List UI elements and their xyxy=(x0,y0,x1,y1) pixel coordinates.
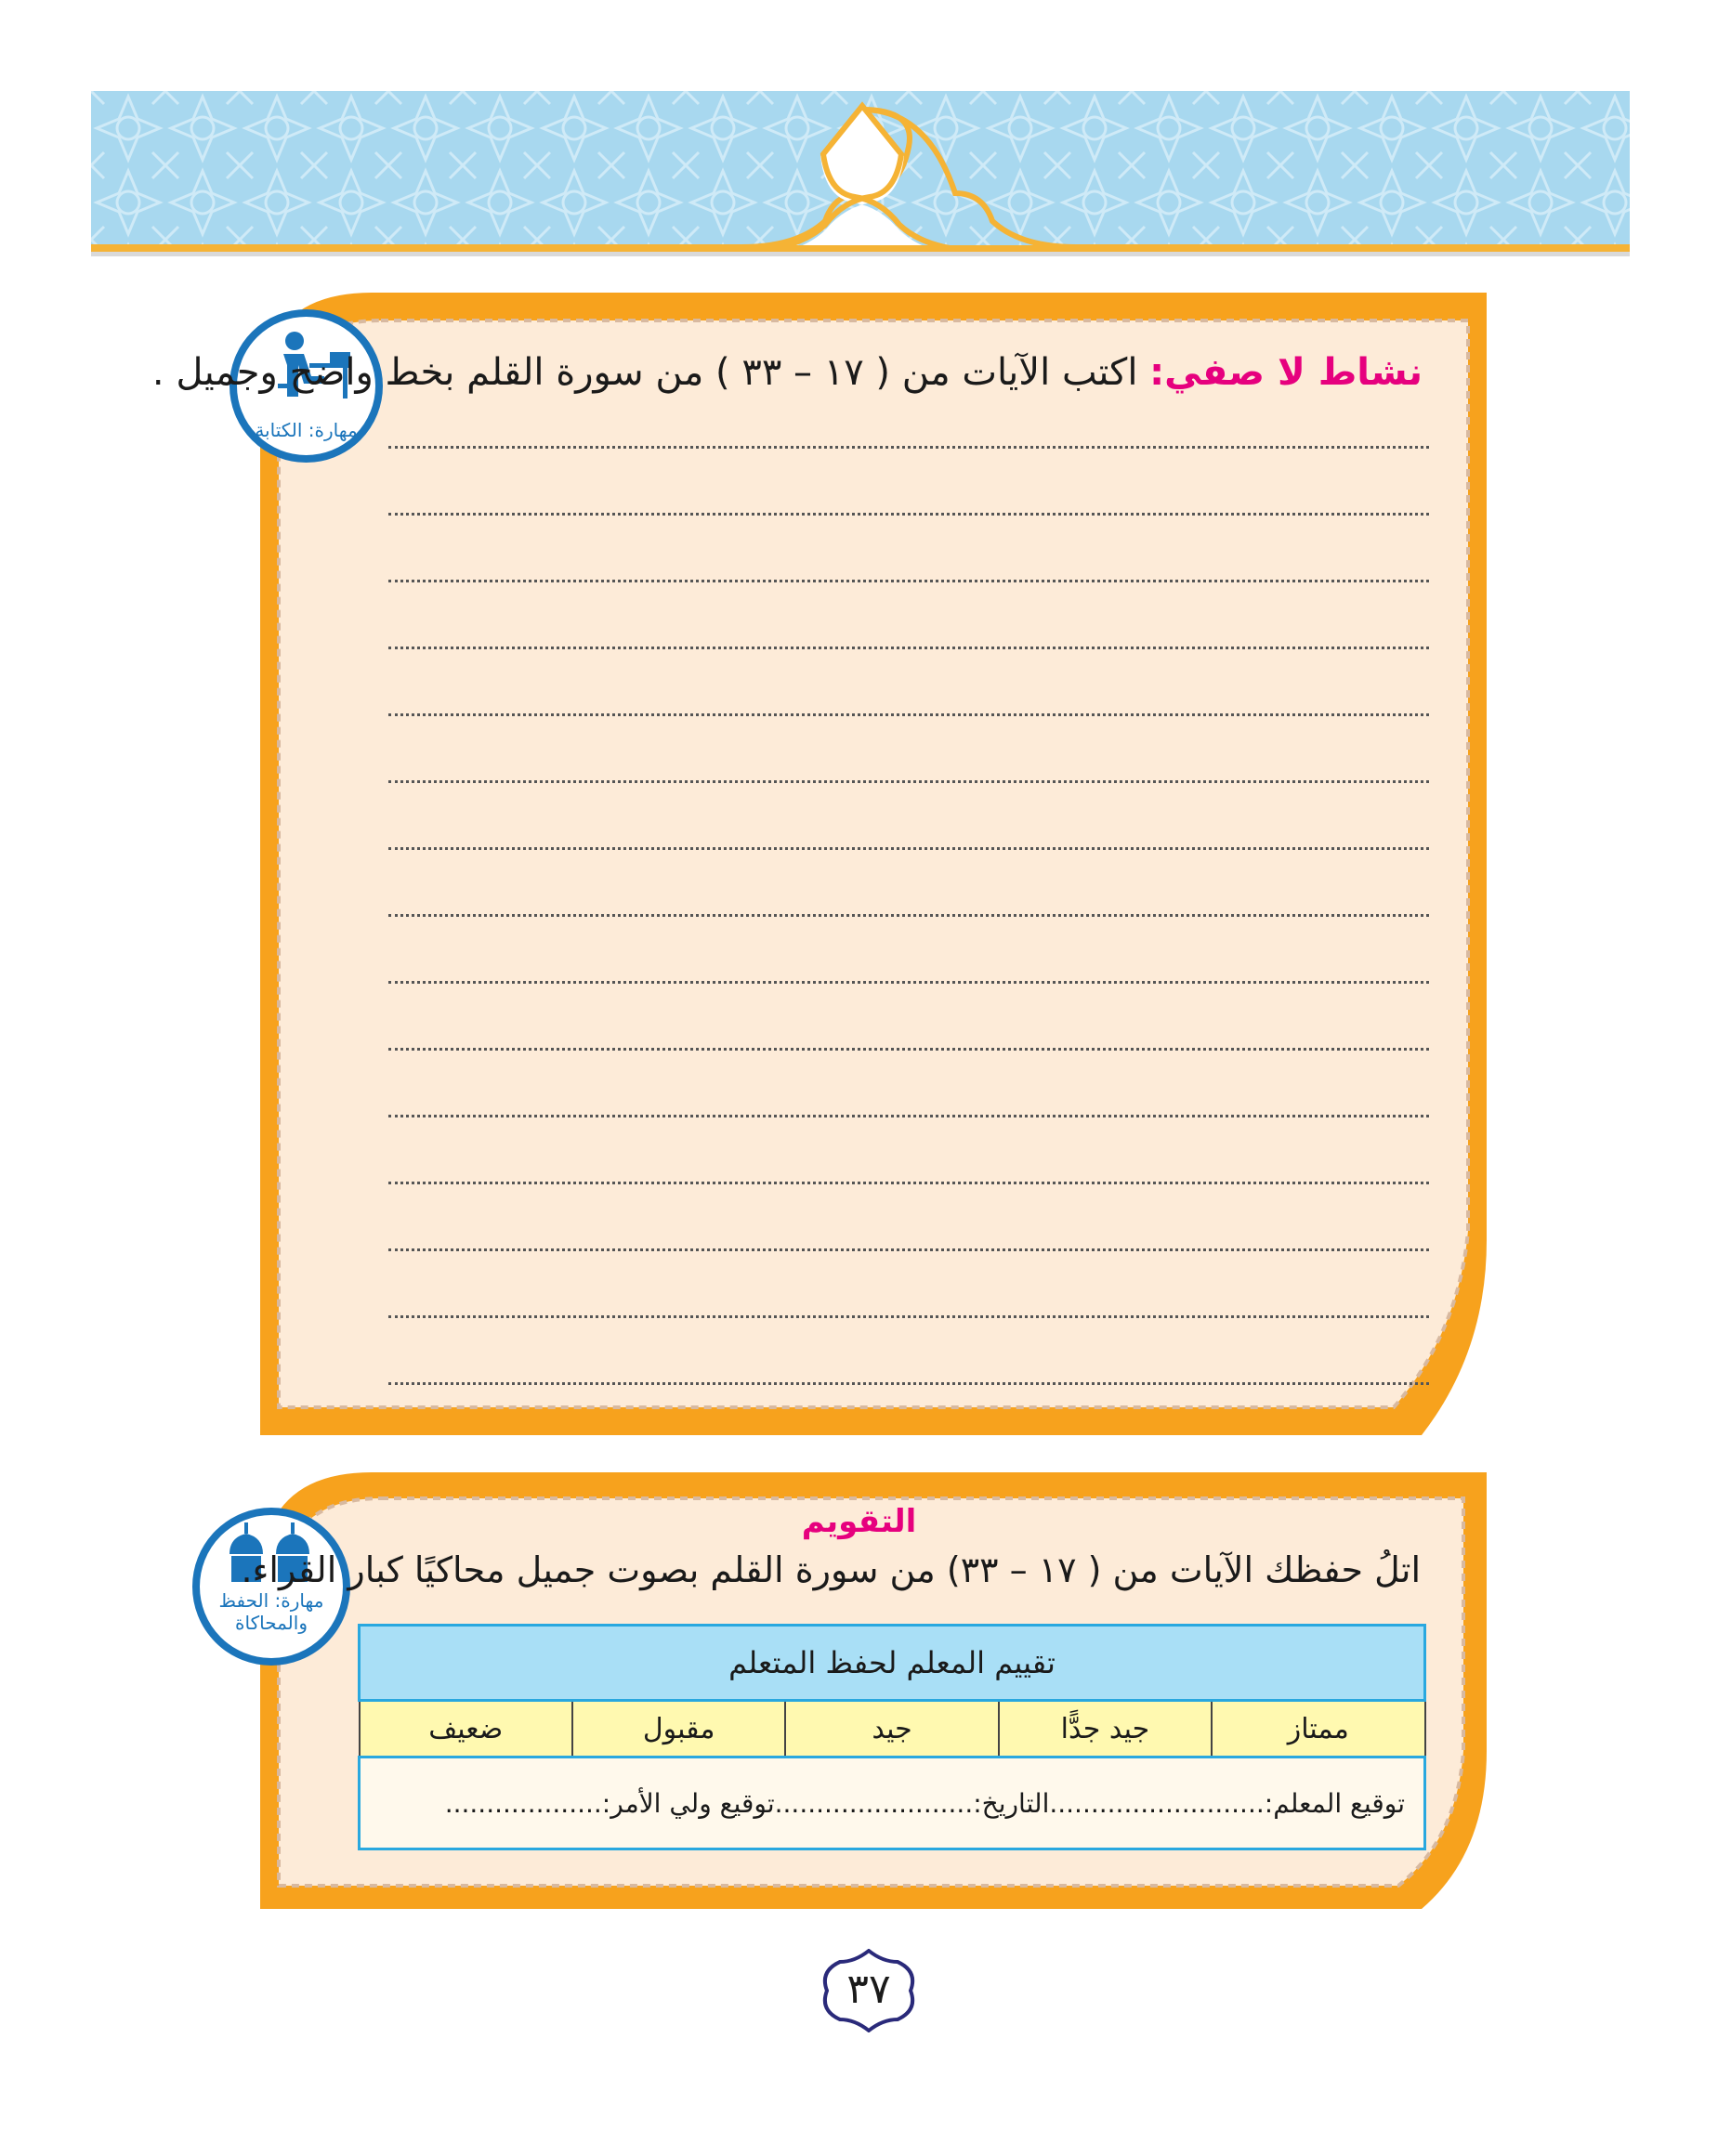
evaluation-instruction: اتلُ حفظك الآيات من ( ١٧ – ٣٣) من سورة القلم بصوت جميل محاكيًا كبار القراء. xyxy=(241,1549,1421,1590)
writing-line[interactable] xyxy=(388,713,1429,716)
evaluation-title: التقويم xyxy=(801,1503,917,1540)
writing-line[interactable] xyxy=(388,580,1429,582)
header-banner xyxy=(91,91,1630,256)
writing-line[interactable] xyxy=(388,647,1429,649)
writing-line[interactable] xyxy=(388,1315,1429,1318)
grade-good[interactable]: جيد xyxy=(785,1701,998,1757)
writing-line[interactable] xyxy=(388,1115,1429,1117)
memorize-skill-label-1: مهارة: الحفظ xyxy=(218,1589,324,1612)
writing-lines[interactable] xyxy=(388,437,1429,1393)
writing-line[interactable] xyxy=(388,780,1429,783)
writing-line[interactable] xyxy=(388,1382,1429,1385)
activity-heading xyxy=(152,351,1423,394)
writing-skill-label: مهارة: الكتابة xyxy=(255,419,358,441)
banner-pattern xyxy=(91,91,1630,256)
teacher-evaluation-table xyxy=(358,1624,1426,1850)
writing-line[interactable] xyxy=(388,446,1429,449)
signature-row[interactable]: توقيع المعلم:..........................التاريخ:........................توقيع ولي الأمر:................... xyxy=(360,1757,1425,1849)
activity-instruction: اكتب الآيات من ( ١٧ – ٣٣ ) من سورة القلم بخط واضح وجميل . xyxy=(151,351,1150,394)
memorize-skill-label-2: والمحاكاة xyxy=(235,1612,308,1634)
writing-line[interactable] xyxy=(388,1182,1429,1184)
writing-line[interactable] xyxy=(388,1248,1429,1251)
grade-excellent[interactable]: ممتاز xyxy=(1212,1701,1424,1757)
writing-line[interactable] xyxy=(388,1048,1429,1051)
writing-line[interactable] xyxy=(388,513,1429,516)
page-number-badge xyxy=(818,1949,920,2032)
activity-lead: نشاط لا صفي: xyxy=(1149,351,1423,394)
grade-very-good[interactable]: جيد جدًّا xyxy=(999,1701,1212,1757)
writing-line[interactable] xyxy=(388,914,1429,917)
writing-line[interactable] xyxy=(388,847,1429,850)
page-number: ٣٧ xyxy=(846,1966,891,2013)
grade-weak[interactable]: ضعيف xyxy=(360,1701,572,1757)
grade-acceptable[interactable]: مقبول xyxy=(572,1701,785,1757)
writing-line[interactable] xyxy=(388,981,1429,984)
table-title: تقييم المعلم لحفظ المتعلم xyxy=(360,1626,1425,1701)
